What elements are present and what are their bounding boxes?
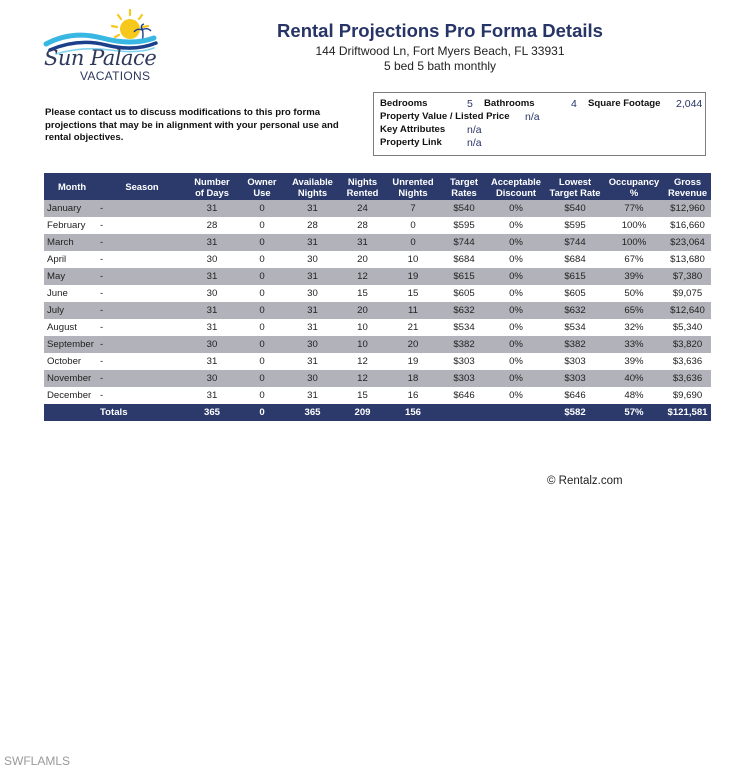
logo-sub-text: VACATIONS <box>80 69 151 83</box>
cell-lowest-rate: $595 <box>564 220 586 231</box>
cell-discount: 0% <box>486 336 546 353</box>
cell-discount: 0% <box>486 234 546 251</box>
cell-rented: 10 <box>341 336 384 353</box>
cell-target-rate: $615 <box>442 268 486 285</box>
property-link-label: Property Link <box>380 137 442 148</box>
cell-lowest-rate: $615 <box>546 268 604 285</box>
table-row <box>44 234 711 251</box>
cell-target-rate: $303 <box>442 370 486 387</box>
cell-occupancy: 39% <box>604 268 664 285</box>
col-header-nights-rented: Nights Rented <box>341 173 384 200</box>
cell-lowest-rate: $605 <box>564 288 586 299</box>
cell-owner-use: 0 <box>259 254 265 265</box>
cell-season: - <box>100 200 184 217</box>
cell-target-rate: $540 <box>442 200 486 217</box>
cell-rented: 15 <box>357 390 368 401</box>
property-value-label: Property Value / Listed Price <box>380 111 510 122</box>
cell-target-rate: $744 <box>442 234 486 251</box>
cell-owner-use: 0 <box>240 268 284 285</box>
cell-owner-use: 0 <box>259 322 265 333</box>
table-row <box>44 353 711 370</box>
contact-note: Please contact us to discuss modifications to this pro forma projections that may be in alignment with your personal use and rental objectives. <box>45 107 339 143</box>
info-row-link <box>380 137 699 150</box>
page-title: Rental Projections Pro Forma Details <box>277 20 603 41</box>
cell-occupancy: 77% <box>604 200 664 217</box>
cell-days: 30 <box>184 370 240 387</box>
col-header-month: Month <box>44 173 100 200</box>
cell-lowest-rate: $744 <box>546 234 604 251</box>
cell-unrented: 16 <box>407 390 419 401</box>
cell-month: May <box>44 268 100 285</box>
cell-occupancy: 40% <box>604 370 664 387</box>
cell-month: November <box>44 370 100 387</box>
cell-revenue: $23,064 <box>664 234 711 251</box>
cell-season: - <box>100 302 184 319</box>
cell-lowest-rate: $632 <box>546 302 604 319</box>
report-header <box>250 20 630 73</box>
cell-occupancy: 50% <box>624 288 644 299</box>
col-header-days: Number of Days <box>184 173 240 200</box>
cell-owner-use: 0 <box>259 288 265 299</box>
cell-season: - <box>100 322 104 333</box>
property-info-box <box>373 92 706 156</box>
key-attributes-value: n/a <box>467 124 482 136</box>
cell-days: 30 <box>206 288 218 299</box>
cell-discount: 0% <box>509 390 523 401</box>
cell-season: - <box>100 370 184 387</box>
cell-discount: 0% <box>509 254 523 265</box>
cell-season: - <box>100 254 104 265</box>
cell-discount: 0% <box>486 200 546 217</box>
company-logo <box>42 8 172 86</box>
cell-month: February <box>47 220 86 231</box>
cell-rented: 10 <box>357 322 368 333</box>
col-header-owner-use: Owner Use <box>240 173 284 200</box>
cell-month: June <box>47 288 68 299</box>
report-subtitle: 5 bed 5 bath monthly <box>383 59 497 73</box>
table-row <box>44 217 711 234</box>
key-attributes-label: Key Attributes <box>380 124 446 135</box>
cell-unrented: 10 <box>407 254 419 265</box>
square-footage-label: Square Footage <box>588 98 661 109</box>
table-row <box>44 200 711 217</box>
total-lowest-rate: $582 <box>546 404 604 421</box>
cell-season: - <box>100 234 184 251</box>
cell-unrented: 20 <box>384 336 442 353</box>
cell-target-rate: $646 <box>453 390 475 401</box>
cell-rented: 12 <box>341 268 384 285</box>
col-header-available-nights: Available Nights <box>284 173 341 200</box>
cell-month: October <box>47 356 82 367</box>
cell-rented: 20 <box>341 302 384 319</box>
totals-label: Totals <box>100 404 184 421</box>
cell-occupancy: 33% <box>604 336 664 353</box>
cell-rented: 12 <box>341 370 384 387</box>
cell-unrented: 0 <box>384 234 442 251</box>
col-header-lowest-target-rate: Lowest Target Rate <box>546 173 604 200</box>
table-row <box>44 285 711 302</box>
table-row <box>44 319 711 336</box>
cell-days: 31 <box>184 268 240 285</box>
total-rented: 209 <box>341 404 384 421</box>
cell-lowest-rate: $534 <box>564 322 586 333</box>
cell-owner-use: 0 <box>240 302 284 319</box>
cell-owner-use: 0 <box>259 220 265 231</box>
col-header-occupancy: Occupancy % <box>604 173 664 200</box>
col-header-target-rates: Target Rates <box>442 173 486 200</box>
totals-row <box>44 404 711 421</box>
cell-unrented: 0 <box>410 220 416 231</box>
cell-available: 31 <box>307 322 318 333</box>
cell-revenue: $12,640 <box>664 302 711 319</box>
cell-revenue: $9,075 <box>672 288 703 299</box>
cell-days: 30 <box>184 336 240 353</box>
cell-rented: 28 <box>357 220 368 231</box>
mls-watermark: SWFLAMLS <box>4 754 71 768</box>
cell-days: 31 <box>184 200 240 217</box>
cell-season: - <box>100 288 104 299</box>
cell-discount: 0% <box>486 268 546 285</box>
cell-month: April <box>47 254 67 265</box>
cell-days: 31 <box>206 322 218 333</box>
cell-occupancy: 48% <box>624 390 644 401</box>
table-row <box>44 251 711 268</box>
cell-available: 30 <box>284 336 341 353</box>
total-owner-use: 0 <box>240 404 284 421</box>
cell-discount: 0% <box>509 356 523 367</box>
cell-owner-use: 0 <box>240 200 284 217</box>
cell-revenue: $9,690 <box>672 390 703 401</box>
cell-days: 28 <box>206 220 218 231</box>
bathrooms-label: Bathrooms <box>484 98 535 109</box>
table-row <box>44 268 711 285</box>
cell-discount: 0% <box>486 302 546 319</box>
cell-revenue: $13,680 <box>670 254 705 265</box>
cell-revenue: $7,380 <box>664 268 711 285</box>
cell-available: 30 <box>307 288 318 299</box>
cell-days: 31 <box>184 302 240 319</box>
cell-season: - <box>100 268 184 285</box>
info-row-value <box>380 111 699 124</box>
square-footage-value: 2,044 <box>676 98 703 110</box>
logo-script-text: Sun Palace <box>44 46 157 70</box>
cell-unrented: 21 <box>407 322 419 333</box>
cell-totals-spacer <box>44 404 100 421</box>
bedrooms-label: Bedrooms <box>380 98 428 109</box>
cell-unrented: 18 <box>384 370 442 387</box>
cell-rented: 20 <box>357 254 368 265</box>
property-value: n/a <box>525 111 540 123</box>
cell-owner-use: 0 <box>240 234 284 251</box>
total-unrented: 156 <box>384 404 442 421</box>
cell-discount: 0% <box>509 322 523 333</box>
cell-unrented: 15 <box>407 288 419 299</box>
table-row <box>44 370 711 387</box>
table-row <box>44 302 711 319</box>
cell-days: 31 <box>206 356 218 367</box>
cell-lowest-rate: $303 <box>546 370 604 387</box>
cell-month: July <box>44 302 100 319</box>
cell-season: - <box>100 390 104 401</box>
cell-occupancy: 65% <box>604 302 664 319</box>
cell-owner-use: 0 <box>259 356 265 367</box>
cell-month: December <box>47 390 92 401</box>
cell-revenue: $3,820 <box>664 336 711 353</box>
cell-days: 31 <box>206 390 218 401</box>
cell-rented: 12 <box>357 356 368 367</box>
total-occupancy: 57% <box>604 404 664 421</box>
cell-month: March <box>44 234 100 251</box>
cell-available: 30 <box>284 370 341 387</box>
cell-revenue: $5,340 <box>672 322 703 333</box>
col-header-unrented-nights: Unrented Nights <box>384 173 442 200</box>
cell-unrented: 19 <box>407 356 419 367</box>
cell-season: - <box>100 220 104 231</box>
cell-lowest-rate: $646 <box>564 390 586 401</box>
cell-target-rate: $684 <box>453 254 475 265</box>
cell-occupancy: 32% <box>624 322 644 333</box>
info-row-rooms <box>380 98 703 111</box>
info-row-attributes <box>380 124 699 137</box>
cell-target-rate: $303 <box>453 356 475 367</box>
cell-rented: 15 <box>357 288 368 299</box>
total-days: 365 <box>184 404 240 421</box>
cell-discount: 0% <box>509 288 523 299</box>
bathrooms-value: 4 <box>571 98 577 110</box>
cell-revenue: $3,636 <box>672 356 703 367</box>
pro-forma-table <box>44 173 711 421</box>
cell-owner-use: 0 <box>240 370 284 387</box>
total-discount <box>486 404 546 421</box>
cell-available: 31 <box>284 200 341 217</box>
copyright-text: © Rentalz.com <box>547 475 623 487</box>
cell-month: August <box>47 322 77 333</box>
col-header-gross-revenue: Gross Revenue <box>664 173 711 200</box>
table-row <box>44 387 711 404</box>
cell-revenue: $12,960 <box>664 200 711 217</box>
total-revenue: $121,581 <box>664 404 711 421</box>
cell-lowest-rate: $303 <box>564 356 586 367</box>
cell-occupancy: 100% <box>604 234 664 251</box>
cell-lowest-rate: $540 <box>546 200 604 217</box>
cell-days: 30 <box>206 254 218 265</box>
cell-available: 31 <box>284 268 341 285</box>
cell-available: 31 <box>284 234 341 251</box>
table-row <box>44 336 711 353</box>
cell-rented: 24 <box>341 200 384 217</box>
cell-season: - <box>100 356 104 367</box>
cell-target-rate: $595 <box>453 220 475 231</box>
cell-available: 31 <box>307 356 318 367</box>
cell-month: September <box>44 336 100 353</box>
cell-owner-use: 0 <box>259 390 265 401</box>
total-available: 365 <box>284 404 341 421</box>
cell-days: 31 <box>184 234 240 251</box>
cell-month: January <box>44 200 100 217</box>
cell-available: 30 <box>307 254 318 265</box>
cell-unrented: 11 <box>384 302 442 319</box>
cell-revenue: $16,660 <box>670 220 705 231</box>
total-target-rate <box>442 404 486 421</box>
cell-rented: 31 <box>341 234 384 251</box>
cell-target-rate: $534 <box>453 322 475 333</box>
col-header-season: Season <box>100 173 184 200</box>
cell-target-rate: $632 <box>442 302 486 319</box>
cell-target-rate: $605 <box>453 288 475 299</box>
property-link-value: n/a <box>467 137 482 149</box>
cell-lowest-rate: $382 <box>546 336 604 353</box>
bedrooms-value: 5 <box>467 98 473 110</box>
cell-revenue: $3,636 <box>664 370 711 387</box>
cell-unrented: 19 <box>384 268 442 285</box>
cell-lowest-rate: $684 <box>564 254 586 265</box>
cell-available: 31 <box>284 302 341 319</box>
table-header-row <box>44 173 711 200</box>
cell-season: - <box>100 336 184 353</box>
cell-available: 31 <box>307 390 318 401</box>
cell-discount: 0% <box>509 220 523 231</box>
cell-occupancy: 100% <box>621 220 647 231</box>
cell-discount: 0% <box>486 370 546 387</box>
cell-owner-use: 0 <box>240 336 284 353</box>
cell-available: 28 <box>307 220 318 231</box>
cell-occupancy: 39% <box>624 356 644 367</box>
cell-unrented: 7 <box>384 200 442 217</box>
cell-occupancy: 67% <box>624 254 644 265</box>
property-address: 144 Driftwood Ln, Fort Myers Beach, FL 33931 <box>315 44 565 58</box>
col-header-acceptable-discount: Acceptable Discount <box>486 173 546 200</box>
cell-target-rate: $382 <box>442 336 486 353</box>
